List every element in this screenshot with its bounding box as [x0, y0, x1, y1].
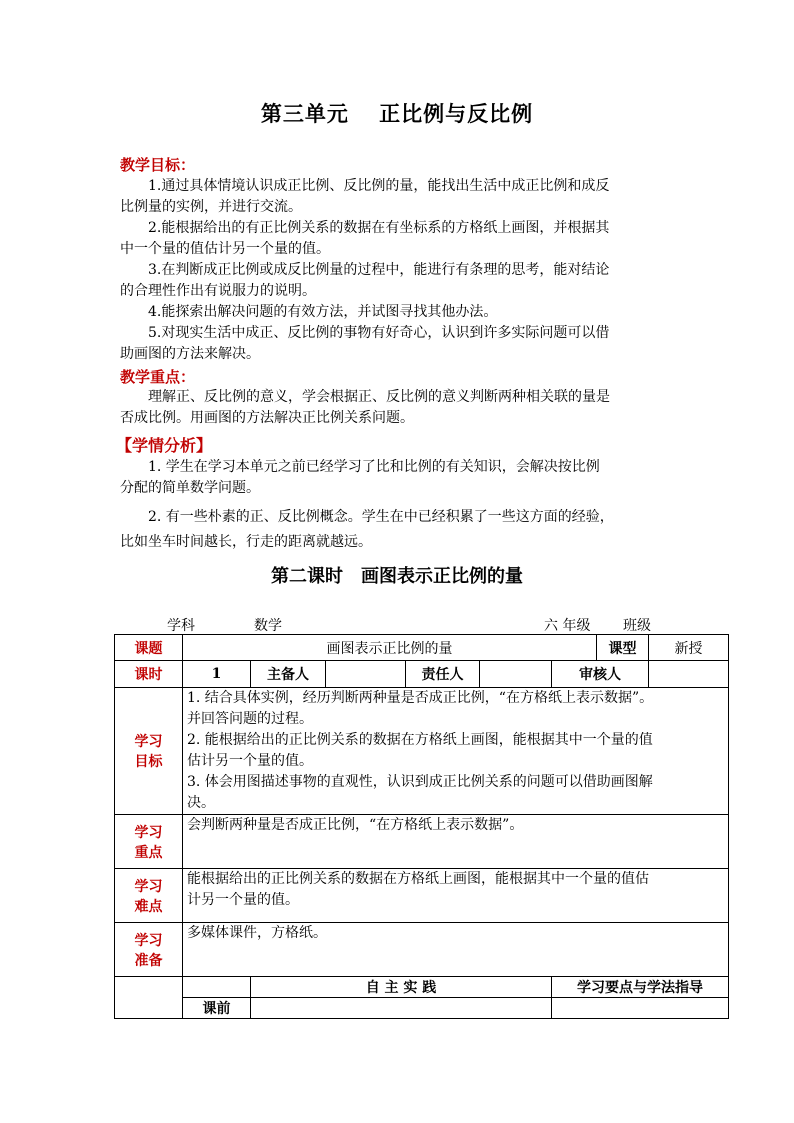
responsible-value	[480, 661, 552, 688]
difficulty-content: 能根据给出的正比例关系的数据在方格纸上画图，能根据其中一个量的值估 计另一个量的值。	[183, 869, 729, 923]
key-points-heading: 教学重点：	[120, 368, 196, 386]
row-prep	[115, 923, 729, 977]
goal-item: 4.能探索出解决问题的有效方法，并试图寻找其他办法。	[148, 304, 498, 320]
key-points-text: 理解正、反比例的意义，学会根据正、反比例的意义判断两种相关联的量是 否成比例。用画图的方法解决正比例关系问题。	[120, 389, 610, 426]
guide-cell	[552, 998, 729, 1019]
prep-content: 多媒体课件，方格纸。	[183, 923, 729, 977]
topic-label: 课题	[115, 635, 183, 661]
subject-value: 数学	[254, 618, 282, 634]
goals-label: 学习 目标	[115, 688, 183, 815]
blank-cell	[183, 977, 251, 998]
row-key	[115, 815, 729, 869]
subject-label: 学科	[167, 618, 195, 634]
key-content: 会判断两种量是否成正比例，“在方格纸上表示数据”。	[183, 815, 729, 869]
topic-value: 画图表示正比例的量	[183, 635, 597, 661]
blank-cell	[115, 977, 183, 1019]
analysis-item-2: 2. 有一些朴素的正、反比例概念。学生在中已经积累了一些这方面的经验， 比如坐车时间越长，行走的距离就越远。	[120, 509, 614, 550]
row-difficulty	[115, 869, 729, 923]
lesson-plan-table	[114, 634, 729, 1019]
key-label: 学习 重点	[115, 815, 183, 869]
responsible-label: 责任人	[406, 661, 480, 688]
goal-item: 5.对现实生活中成正、反比例的事物有好奇心，认识到许多实际问题可以借 助画图的方法来解决。	[120, 325, 610, 362]
goal-item: 3.在判断成正比例或成反比例量的过程中，能进行有条理的思考，能对结论 的合理性作出有说服力的说明。	[120, 262, 610, 299]
row-practice-header	[115, 977, 729, 998]
grade: 六 年级	[544, 618, 591, 634]
row-hours	[115, 661, 729, 688]
reviewer-label: 审核人	[552, 661, 649, 688]
analysis-heading: 【学情分析】	[116, 436, 213, 455]
type-value: 新授	[649, 635, 729, 661]
goals-list	[120, 176, 680, 365]
guide-header: 学习要点与学法指导	[552, 977, 729, 998]
before-class-label: 课前	[183, 998, 251, 1019]
prep-label: 学习 准备	[115, 923, 183, 977]
practice-header: 自 主 实 践	[251, 977, 552, 998]
lesson-title: 第二课时 画图表示正比例的量	[271, 566, 523, 587]
practice-cell	[251, 998, 552, 1019]
type-label: 课型	[597, 635, 649, 661]
hours-label: 课时	[115, 661, 183, 688]
goal-item: 2.能根据给出的有正比例关系的数据在有坐标系的方格纸上画图，并根据其 中一个量的值估计另一个量的值。	[120, 220, 610, 257]
reviewer-value	[649, 661, 729, 688]
main-prep-label: 主备人	[251, 661, 326, 688]
main-prep-value	[326, 661, 406, 688]
row-goals	[115, 688, 729, 815]
hours-value: 1	[183, 661, 251, 688]
goals-content: 1. 结合具体实例，经历判断两种量是否成正比例，“在方格纸上表示数据”。 并回答问题的过程。 2. 能根据给出的正比例关系的数据在方格纸上画图，能根据其中一个量的值 估计另一个量的值。 3. 体会用图描述事物的直观性，认识到成正比例关系的问题可以借助画图解 决。	[183, 688, 729, 815]
row-before-class	[115, 998, 729, 1019]
row-topic	[115, 635, 729, 661]
unit-title: 第三单元 正比例与反比例	[260, 102, 534, 126]
goals-heading: 教学目标：	[120, 156, 196, 174]
analysis-item-1: 1. 学生在学习本单元之前已经学习了比和比例的有关知识，会解决按比例 分配的简单数学问题。	[120, 459, 600, 496]
difficulty-label: 学习 难点	[115, 869, 183, 923]
class-label: 班级	[623, 618, 651, 634]
goal-item: 1.通过具体情境认识成正比例、反比例的量，能找出生活中成正比例和成反 比例量的实例，并进行交流。	[120, 178, 610, 215]
